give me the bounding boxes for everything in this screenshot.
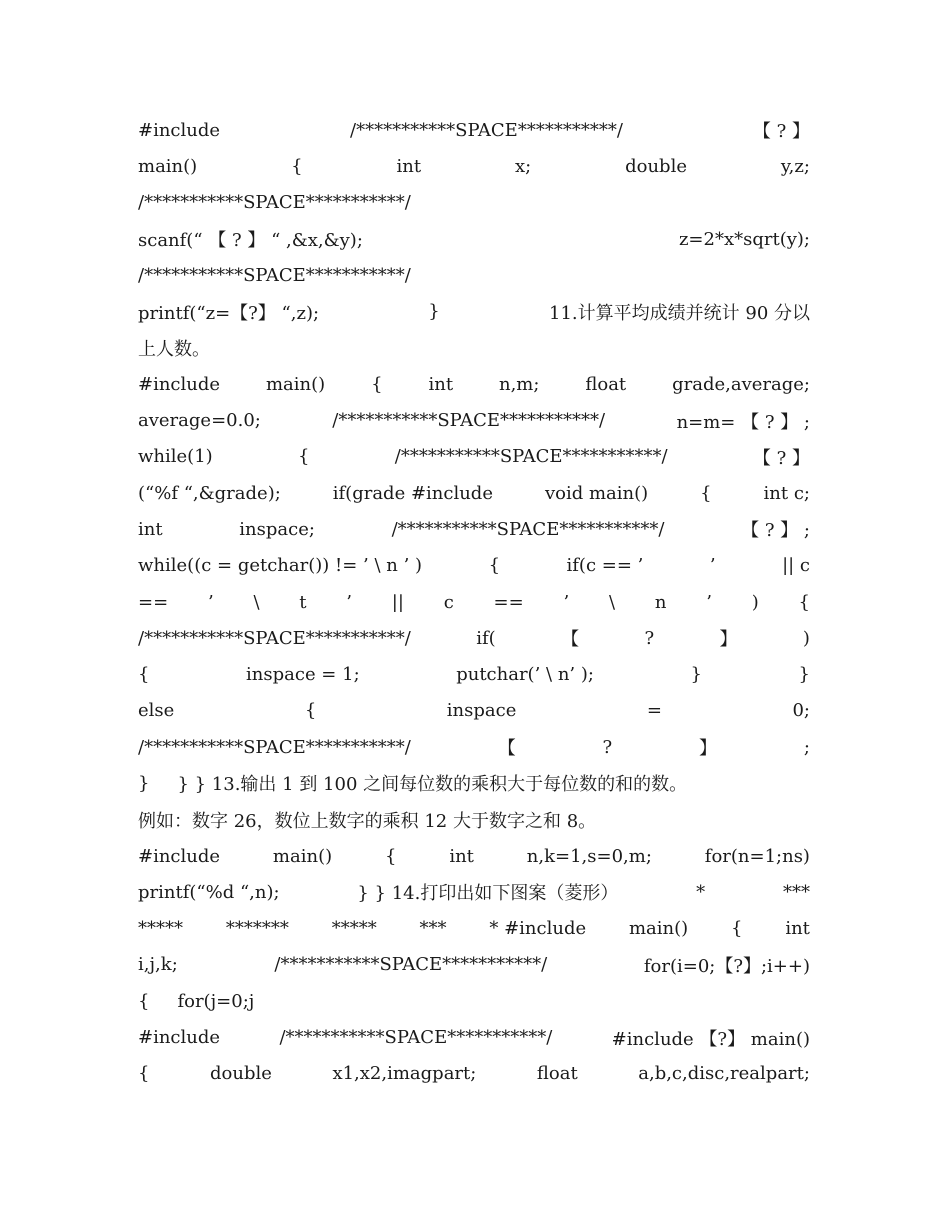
text-line	[138, 1019, 810, 1055]
text-segment: {	[798, 591, 810, 613]
text-segment: t	[299, 591, 307, 613]
text-line	[138, 185, 810, 221]
text-segment: *******	[225, 918, 289, 940]
text-segment: float	[585, 373, 627, 395]
text-segment: ==	[138, 591, 169, 613]
text-segment: if(grade #include	[332, 482, 493, 504]
text-segment: /***********SPACE***********/	[394, 446, 668, 468]
text-line	[138, 511, 810, 547]
text-segment: scanf(“ 【 ? 】 “ ,&x,&y);	[138, 230, 363, 252]
text-segment: {	[291, 155, 303, 177]
text-segment: {	[700, 482, 712, 504]
text-segment: a,b,c,disc,realpart;	[638, 1063, 810, 1085]
text-segment: int c;	[763, 482, 810, 504]
text-segment: main()	[265, 373, 326, 395]
text-segment: } } 14.打印出如下图案（菱形）	[357, 883, 619, 905]
text-segment: n=m= 【 ? 】 ;	[676, 411, 810, 433]
text-segment: main()	[138, 155, 198, 177]
text-segment: putchar(’ \ n’ );	[456, 664, 594, 686]
text-segment: {	[138, 664, 150, 686]
text-segment: n,k=1,s=0,m;	[526, 845, 652, 867]
text-segment: average=0.0;	[138, 410, 261, 432]
document-body	[138, 112, 810, 1092]
text-segment: \	[253, 591, 260, 613]
text-line	[138, 330, 810, 366]
text-segment: /***********SPACE***********/	[391, 518, 665, 540]
text-segment: int	[428, 373, 454, 395]
text-segment: ’	[706, 591, 712, 613]
text-line	[138, 584, 810, 620]
text-segment: printf(“z=【?】 “,z);	[138, 302, 320, 324]
text-segment: ==	[493, 591, 524, 613]
text-segment: n	[654, 591, 667, 613]
text-segment: c	[443, 591, 454, 613]
text-segment: printf(“%d “,n);	[138, 881, 280, 903]
text-segment: 】	[719, 629, 738, 651]
text-segment: )	[802, 627, 810, 649]
text-segment: double	[625, 155, 687, 177]
text-segment: }	[428, 301, 440, 323]
text-segment: inspace;	[239, 518, 315, 540]
text-segment: i,j,k;	[138, 954, 178, 976]
text-segment: *	[696, 881, 706, 903]
text-segment: /***********SPACE***********/	[138, 264, 411, 286]
text-segment: {	[297, 446, 310, 468]
text-line	[138, 765, 810, 801]
text-segment: }	[798, 664, 810, 686]
text-segment: 11.计算平均成绩并统计 90 分以	[549, 302, 810, 324]
text-segment: {	[138, 990, 150, 1012]
text-line	[138, 366, 810, 402]
text-segment: #include	[138, 845, 221, 867]
text-segment: ||	[391, 591, 404, 613]
text-segment: } } 13.输出 1 到 100 之间每位数的乘积大于每位数的和的数。	[177, 774, 688, 796]
text-segment: x1,x2,imagpart;	[332, 1063, 477, 1085]
text-segment: =	[646, 700, 662, 722]
text-segment: int	[785, 918, 810, 940]
text-segment: /***********SPACE***********/	[332, 410, 606, 432]
text-line	[138, 874, 810, 910]
text-segment: ***	[782, 881, 810, 903]
text-segment: ’	[207, 591, 214, 613]
text-segment: {	[731, 918, 743, 940]
text-segment: inspace	[446, 700, 517, 722]
text-segment: if(c == ’	[566, 555, 644, 577]
text-line	[138, 983, 810, 1019]
text-line	[138, 402, 810, 438]
text-segment: #include	[138, 119, 221, 141]
text-segment: if(	[476, 627, 496, 649]
text-segment: while(1)	[138, 446, 213, 468]
text-segment: int	[396, 155, 422, 177]
text-segment: {	[385, 845, 397, 867]
text-segment: /***********SPACE***********/	[274, 954, 548, 976]
text-line	[138, 729, 810, 765]
text-segment: ;	[803, 736, 810, 758]
text-segment: 【 ? 】	[752, 121, 810, 143]
text-segment: int	[138, 518, 163, 540]
text-segment: main()	[628, 918, 689, 940]
text-segment: x;	[514, 155, 532, 177]
text-segment: void main()	[544, 482, 649, 504]
text-line	[138, 802, 810, 838]
text-segment: 【	[497, 738, 516, 760]
text-segment: *****	[331, 918, 377, 940]
text-line	[138, 439, 810, 475]
text-segment: )	[751, 591, 759, 613]
text-line	[138, 947, 810, 983]
text-segment: *****	[138, 918, 183, 940]
text-segment: \	[608, 591, 616, 613]
text-segment: #include 【?】 main()	[611, 1028, 810, 1050]
text-segment: /***********SPACE***********/	[138, 627, 411, 649]
text-line	[138, 257, 810, 293]
text-segment: {	[304, 700, 317, 722]
text-segment: inspace = 1;	[246, 664, 360, 686]
text-segment: * #include	[489, 918, 587, 940]
text-line	[138, 112, 810, 148]
text-line	[138, 221, 810, 257]
text-segment: {	[488, 555, 501, 577]
text-segment: float	[536, 1063, 578, 1085]
text-segment: #include	[138, 1027, 221, 1049]
text-segment: 上人数。	[138, 338, 210, 360]
text-segment: ?	[602, 736, 613, 758]
text-line	[138, 693, 810, 729]
text-line	[138, 1056, 810, 1092]
text-segment: {	[371, 373, 383, 395]
text-line	[138, 475, 810, 511]
text-segment: ’	[346, 591, 353, 613]
text-segment: y,z;	[780, 155, 810, 177]
text-segment: 【 ? 】 ;	[741, 520, 810, 542]
text-segment: for(j=0;j	[177, 990, 255, 1012]
text-segment: #include	[138, 373, 221, 395]
text-segment: /***********SPACE***********/	[138, 736, 411, 758]
text-line	[138, 656, 810, 692]
text-line	[138, 620, 810, 656]
text-segment: while((c = getchar()) != ’ \ n ’ )	[138, 555, 423, 577]
text-segment: }	[690, 664, 702, 686]
text-segment: grade,average;	[672, 373, 810, 395]
text-segment: 【 ? 】	[752, 447, 810, 469]
text-segment: 0;	[792, 700, 810, 722]
text-segment: /***********SPACE***********/	[138, 192, 411, 214]
text-segment: 】	[699, 738, 718, 760]
text-line	[138, 838, 810, 874]
text-line	[138, 548, 810, 584]
text-segment: z=2*x*sqrt(y);	[678, 228, 810, 250]
text-line	[138, 293, 810, 329]
text-segment: ’	[709, 555, 716, 577]
text-segment: else	[138, 700, 175, 722]
text-segment: (“%f “,&grade);	[138, 482, 281, 504]
text-segment: /***********SPACE***********/	[279, 1027, 553, 1049]
text-segment: n,m;	[498, 373, 540, 395]
text-segment: ’	[563, 591, 570, 613]
text-segment: || c	[782, 555, 810, 577]
text-segment: ?	[644, 627, 655, 649]
text-line	[138, 148, 810, 184]
text-segment: /***********SPACE***********/	[350, 119, 623, 141]
text-segment: 例如：数字 26，数位上数字的乘积 12 大于数字之和 8。	[138, 810, 597, 832]
text-line	[138, 911, 810, 947]
text-segment: int	[449, 845, 474, 867]
text-segment: for(i=0;【?】;i++)	[643, 955, 810, 977]
text-segment: double	[210, 1063, 272, 1085]
text-segment: }	[138, 772, 150, 794]
text-segment: ***	[419, 918, 447, 940]
text-segment: 【	[561, 629, 580, 651]
text-segment: main()	[272, 845, 333, 867]
text-segment: {	[138, 1063, 150, 1085]
text-segment: for(n=1;ns)	[704, 845, 810, 867]
